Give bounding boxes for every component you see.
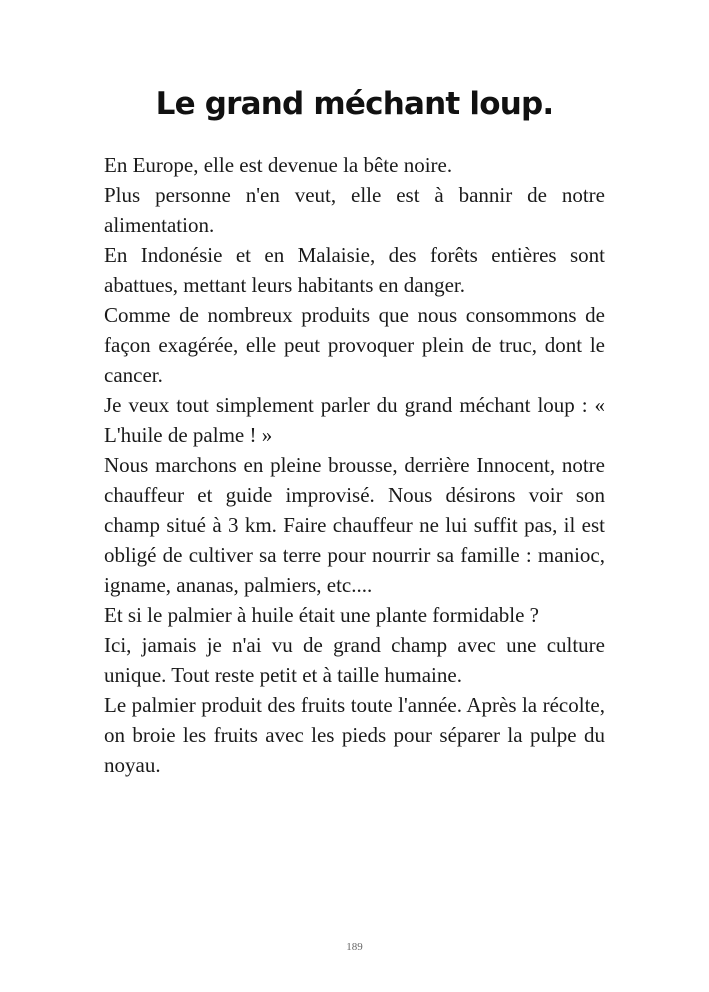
body-text xyxy=(104,150,605,780)
paragraph: Nous marchons en pleine brousse, derrière Innocent, notre chauffeur et guide improvisé. Nous désirons voir son champ situé à 3 km. Faire chauffeur ne lui suffit pas, il est obligé de cultiver sa terre pour nourrir sa famille : manioc, igname, ananas, palmiers, etc.... xyxy=(104,453,605,597)
paragraph: Je veux tout simplement parler du grand méchant loup : « L'huile de palme ! » xyxy=(104,393,605,447)
paragraph: Comme de nombreux produits que nous consommons de façon exagérée, elle peut provoquer plein de truc, dont le cancer. xyxy=(104,303,605,387)
paragraph: En Europe, elle est devenue la bête noire. xyxy=(104,153,453,177)
paragraph: Ici, jamais je n'ai vu de grand champ avec une culture unique. Tout reste petit et à taille humaine. xyxy=(104,633,605,687)
paragraph: Le palmier produit des fruits toute l'année. Après la récolte, on broie les fruits avec les pieds pour séparer la pulpe du noyau. xyxy=(104,693,605,777)
paragraph: En Indonésie et en Malaisie, des forêts entières sont abattues, mettant leurs habitants en danger. xyxy=(104,243,605,297)
paragraph: Plus personne n'en veut, elle est à bannir de notre alimentation. xyxy=(104,183,605,237)
page-number: 189 xyxy=(346,941,363,953)
paragraph: Et si le palmier à huile était une plante formidable ? xyxy=(104,603,540,627)
page-title: Le grand méchant loup. xyxy=(155,86,554,122)
